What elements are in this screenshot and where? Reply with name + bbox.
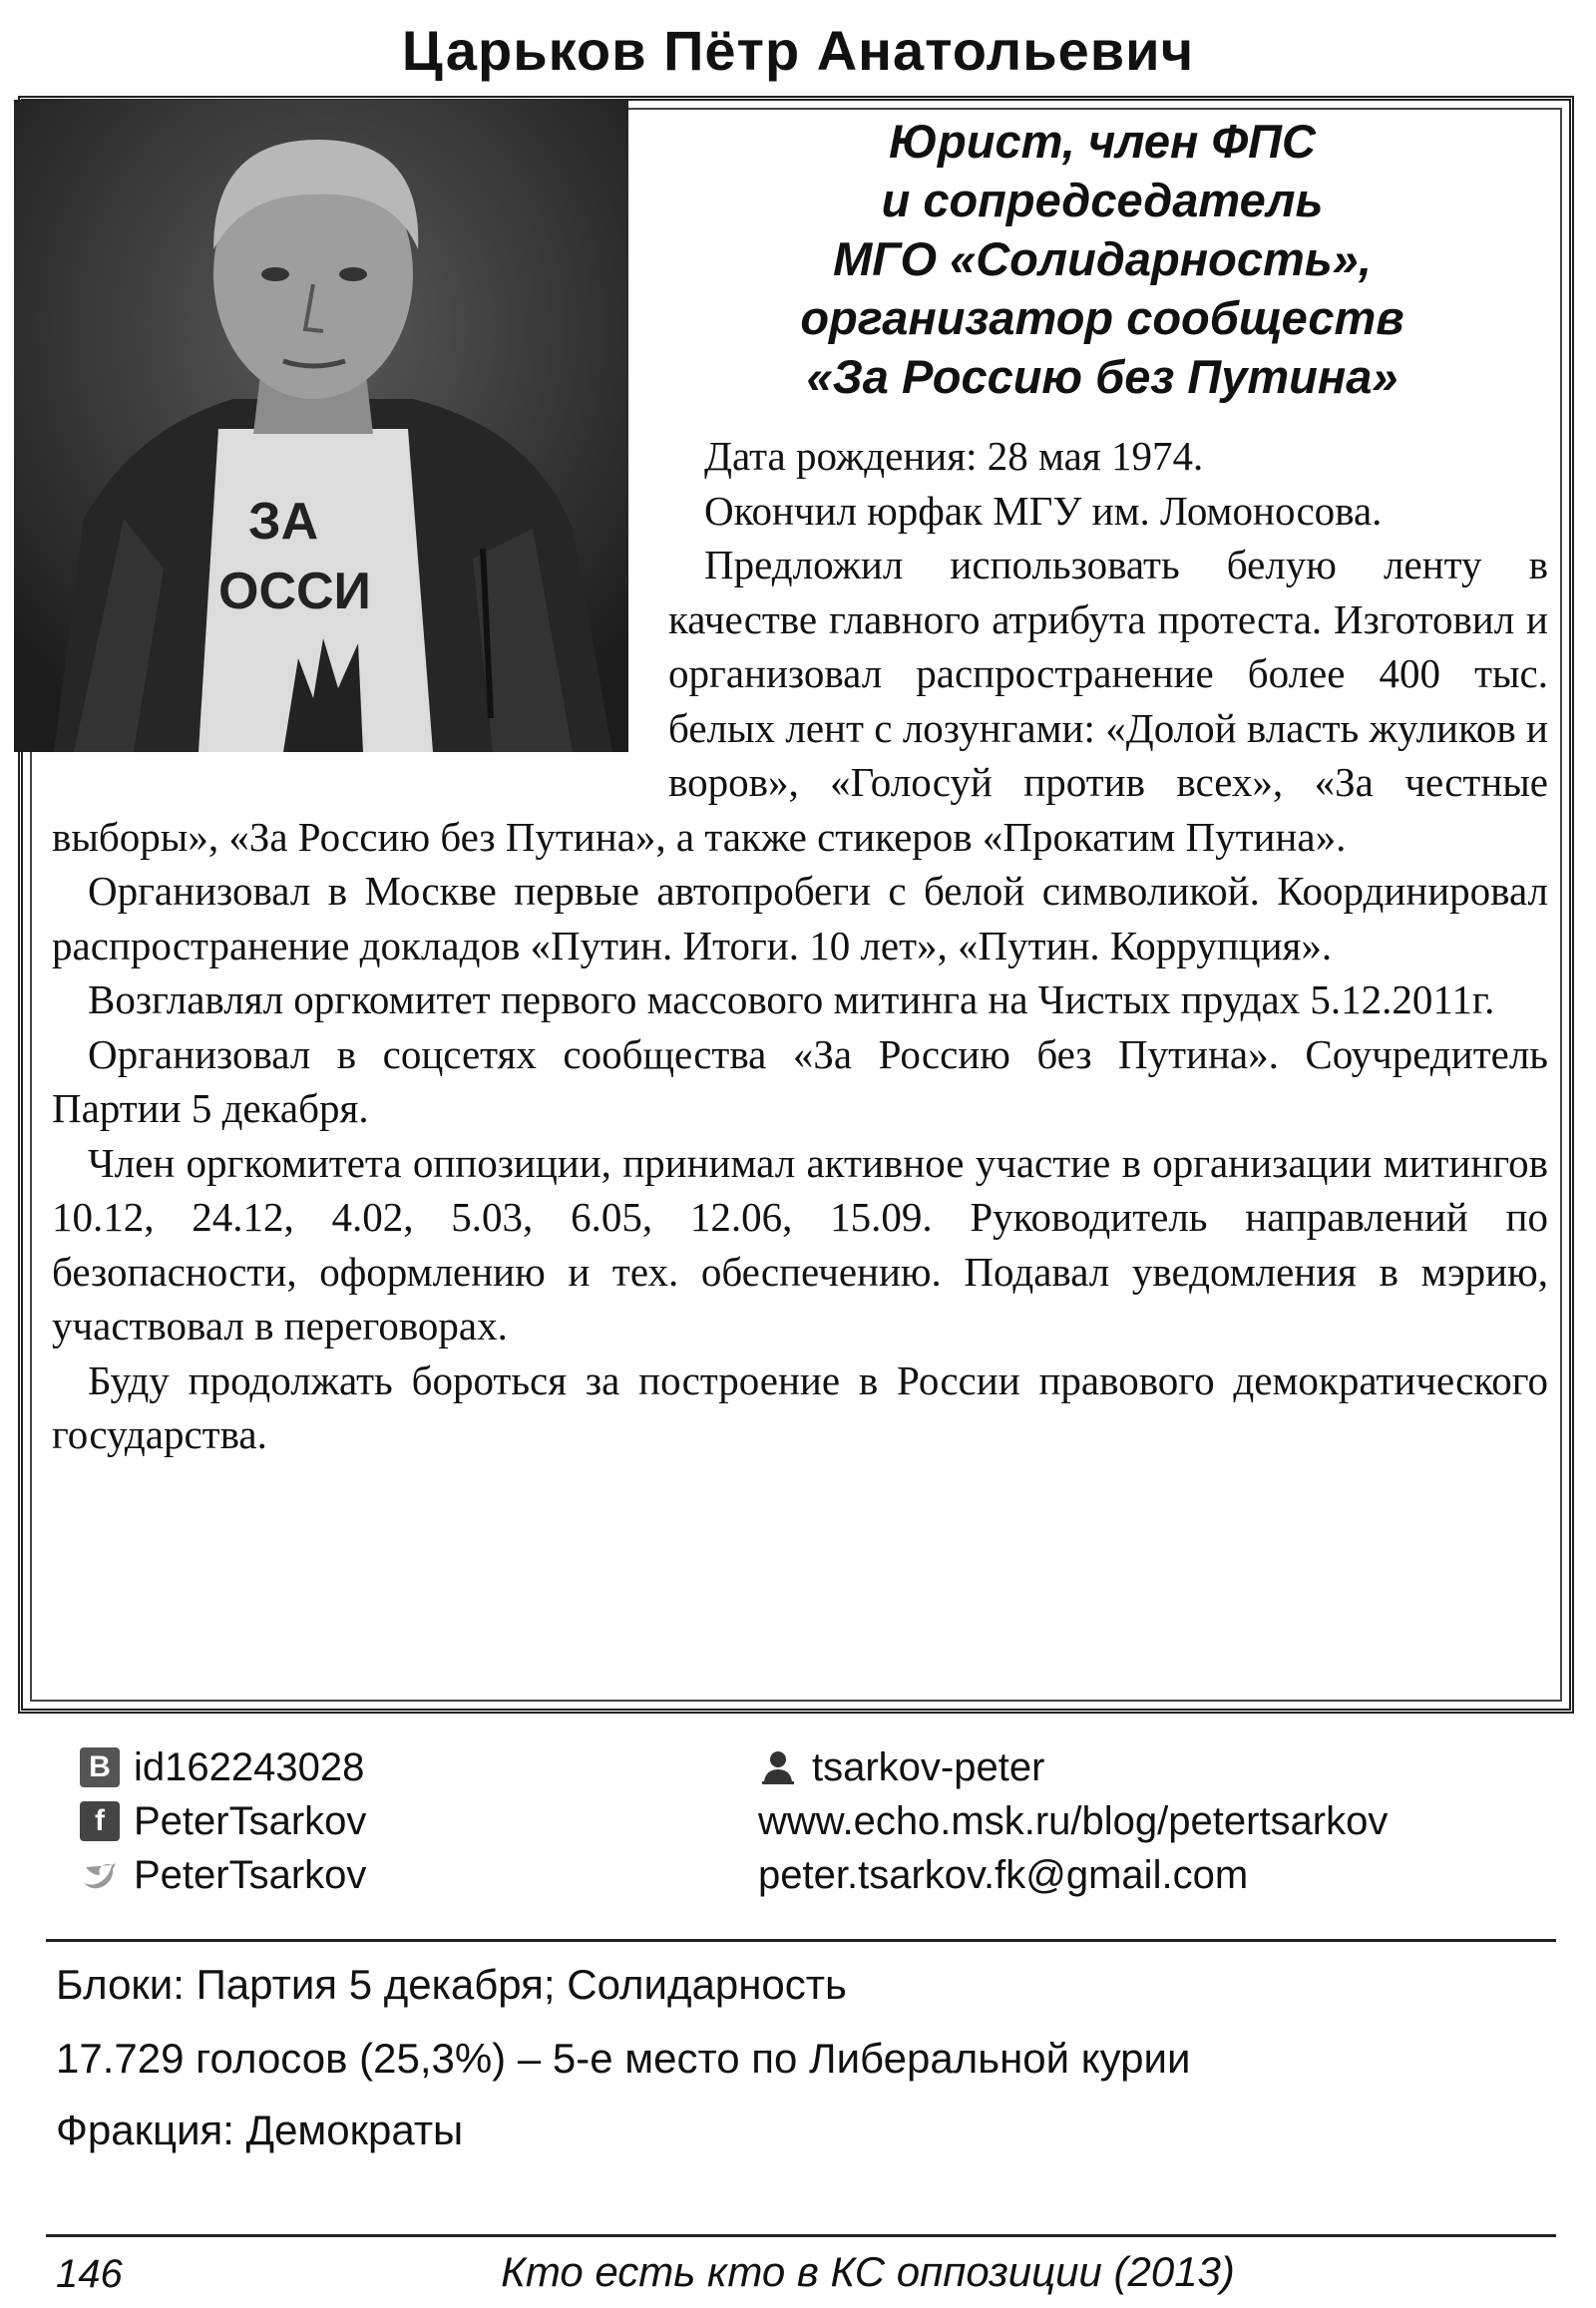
book-title: Кто есть кто в КС оппозиции (2013)	[501, 2248, 1235, 2295]
facebook-handle: PeterTsarkov	[134, 1799, 367, 1843]
bio-paragraph: Организовал в соцсетях сообщества «За Россию без Путина». Соучредитель Партии 5 декабря.	[52, 1030, 1548, 1131]
subtitle-line: МГО «Солидарность»,	[833, 232, 1372, 285]
profile-subtitle	[638, 112, 1566, 406]
livejournal-contact[interactable]	[758, 1740, 1388, 1794]
photo-wrap-spacer	[52, 429, 668, 760]
bio-paragraph: Организовал в Москве первые автопробеги с белой символикой. Координировал распространение докладов «Путин. Итоги. 10 лет», «Путин. Коррупция».	[52, 868, 1548, 968]
vk-icon: B	[80, 1747, 120, 1787]
social-contacts	[80, 1740, 366, 1902]
facebook-contact[interactable]	[80, 1794, 366, 1848]
shirt-text-line2: ОССИ	[218, 563, 371, 620]
subtitle-line: «За Россию без Путина»	[806, 350, 1398, 403]
shirt-text-line1: ЗА	[248, 493, 319, 551]
divider	[46, 1939, 1556, 1942]
bio-paragraph: Окончил юрфак МГУ им. Ломоносова.	[704, 487, 1383, 534]
footer-divider	[46, 2234, 1556, 2237]
biography-text	[52, 429, 1548, 1462]
bio-paragraph: Предложил использовать белую ленту в качестве главного атрибута протеста. Изготовил и организовал распространение более 400 тыс. белых лент с лозунгами: «Долой власть жуликов и воров», «Голосуй против всех», «За честные выборы», «За Россию без Путина», а также стикеров «Прокатим Путина».	[52, 542, 1548, 860]
subtitle-line: организатор сообществ	[800, 291, 1404, 344]
twitter-contact[interactable]	[80, 1848, 366, 1902]
email-link[interactable]: peter.tsarkov.fk@gmail.com	[758, 1853, 1249, 1897]
subtitle-line: и сопредседатель	[881, 174, 1324, 226]
bio-paragraph: Буду продолжать бороться за построение в России правового демократического государства.	[52, 1356, 1548, 1457]
twitter-handle: PeterTsarkov	[134, 1853, 367, 1897]
election-votes: 17.729 голосов (25,3%) – 5-е место по Либеральной курии	[56, 2035, 1191, 2082]
vk-contact[interactable]	[80, 1740, 366, 1794]
bio-paragraph: Дата рождения: 28 мая 1974.	[704, 433, 1204, 479]
livejournal-username: tsarkov-peter	[812, 1745, 1045, 1789]
vk-id: id162243028	[134, 1745, 365, 1789]
twitter-icon	[80, 1855, 120, 1895]
web-contacts	[758, 1740, 1388, 1902]
page-number: 146	[56, 2252, 123, 2296]
subtitle-line: Юрист, член ФПС	[889, 115, 1316, 168]
election-blocks: Блоки: Партия 5 декабря; Солидарность	[56, 1961, 847, 2008]
election-faction: Фракция: Демократы	[56, 2107, 464, 2153]
page-title: Царьков Пётр Анатольевич	[401, 19, 1195, 82]
blog-link[interactable]: www.echo.msk.ru/blog/petertsarkov	[758, 1799, 1389, 1843]
livejournal-user-icon	[758, 1747, 798, 1787]
bio-paragraph: Член оргкомитета оппозиции, принимал активное участие в организации митингов 10.12, 24.12, 4.02, 5.03, 6.05, 12.06, 15.09. Руководитель направлений по безопасности, оформлению и тех. обеспечению. Подавал уведомления в мэрию, участвовал в переговорах.	[52, 1139, 1548, 1348]
facebook-icon: f	[80, 1801, 120, 1841]
bio-paragraph: Возглавлял оргкомитет первого массового митинга на Чистых прудах 5.12.2011г.	[88, 976, 1495, 1022]
